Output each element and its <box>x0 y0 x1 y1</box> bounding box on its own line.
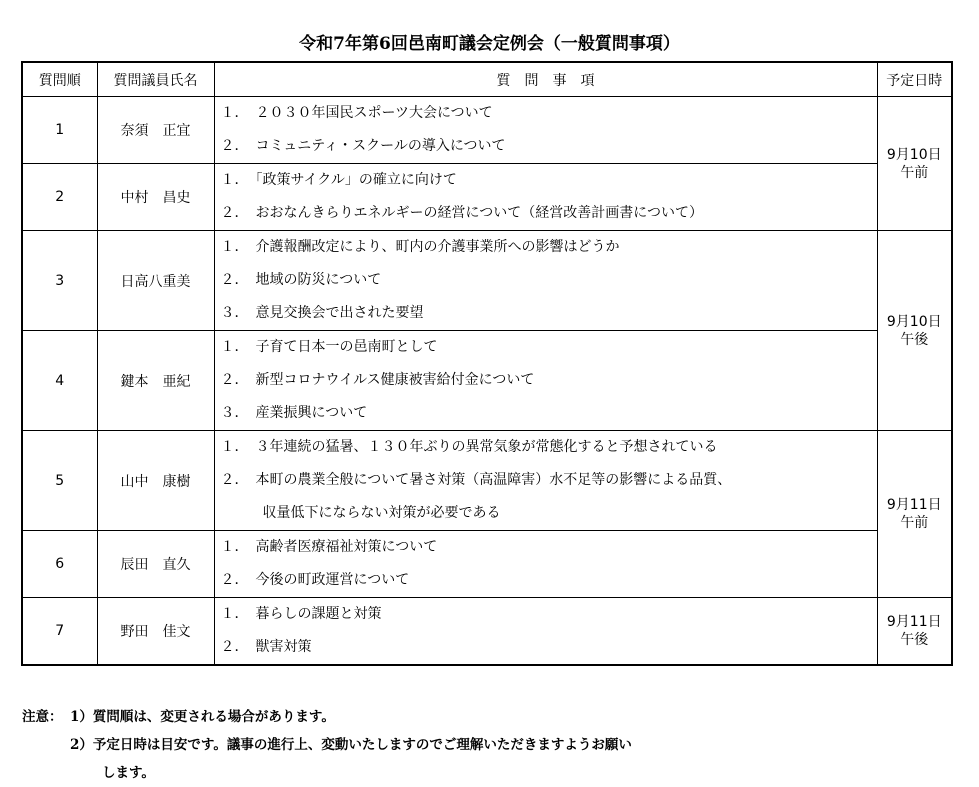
notes-section <box>22 703 962 787</box>
topics-cell <box>214 531 877 598</box>
order-cell: 7 <box>22 598 97 666</box>
order-cell: 4 <box>22 331 97 431</box>
document-title: 令和7年第6回邑南町議会定例会（一般質問事項） <box>299 34 680 54</box>
table-row <box>22 97 952 164</box>
date-period: 午前 <box>900 515 929 531</box>
topic-item: １． 子育て日本一の邑南町として <box>220 339 438 355</box>
table-row <box>22 164 952 231</box>
table-header-row <box>22 62 952 97</box>
schedule-date-cell <box>877 231 952 431</box>
note-continuation: します。 <box>102 765 155 781</box>
topic-item: ２． おおなんきらりエネルギーの経営について（経営改善計画書について） <box>220 205 703 221</box>
topic-item: １． 高齢者医療福祉対策について <box>220 539 438 555</box>
topics-cell <box>214 598 877 666</box>
member-name-cell <box>97 431 214 531</box>
member-name: 奈須 正宜 <box>120 123 191 139</box>
topic-item: ２． 地域の防災について <box>220 272 382 288</box>
table-row <box>22 531 952 598</box>
table-row <box>22 231 952 331</box>
date-period: 午後 <box>900 632 929 648</box>
order-cell: 5 <box>22 431 97 531</box>
topic-item: ３． 産業振興について <box>220 405 368 421</box>
member-name-cell <box>97 331 214 431</box>
note-text: 予定日時は目安です。議事の進行上、変動いたしますのでご理解いただきますようお願い <box>92 737 632 753</box>
member-name: 中村 昌史 <box>120 190 191 206</box>
topic-item: ２． 今後の町政運営について <box>220 572 410 588</box>
order-cell: 6 <box>22 531 97 598</box>
member-name-cell <box>97 598 214 666</box>
header-order: 質問順 <box>22 62 97 97</box>
date-period: 午前 <box>900 164 929 181</box>
table-row <box>22 431 952 531</box>
table-row <box>22 331 952 431</box>
header-date: 予定日時 <box>877 62 952 97</box>
topic-item: ２． コミュニティ・スクールの導入について <box>220 138 506 154</box>
note-item <box>22 731 962 759</box>
topic-item: １． ２０３０年国民スポーツ大会について <box>220 105 493 121</box>
member-name-cell <box>97 231 214 331</box>
order-cell: 3 <box>22 231 97 331</box>
member-name-cell <box>97 97 214 164</box>
note-number: 1） <box>70 709 93 725</box>
question-schedule-table <box>21 61 953 666</box>
topics-cell <box>214 164 877 231</box>
date-period: 午後 <box>900 331 929 348</box>
topics-cell <box>214 331 877 431</box>
member-name: 山中 康樹 <box>120 473 191 490</box>
date-day: 9月11日 <box>886 614 942 630</box>
table-row <box>22 598 952 666</box>
member-name: 野田 佳文 <box>120 624 191 640</box>
schedule-date-cell <box>877 97 952 231</box>
member-name: 鍵本 亜紀 <box>120 373 191 390</box>
schedule-date-cell <box>877 598 952 666</box>
note-number: 2） <box>70 737 93 753</box>
date-day: 9月10日 <box>886 313 942 330</box>
note-text: 質問順は、変更される場合があります。 <box>92 709 335 725</box>
topic-item: 収量低下にならない対策が必要である <box>220 505 501 521</box>
member-name: 辰田 直久 <box>120 557 191 573</box>
member-name-cell <box>97 531 214 598</box>
schedule-date-cell <box>877 431 952 598</box>
topic-item: １． 暮らしの課題と対策 <box>220 606 382 622</box>
order-cell: 1 <box>22 97 97 164</box>
topics-cell <box>214 97 877 164</box>
topic-item: １． 「政策サイクル」の確立に向けて <box>220 172 457 188</box>
topic-item: １． 介護報酬改定により、町内の介護事業所への影響はどうか <box>220 239 620 255</box>
topic-item: ２． 獣害対策 <box>220 639 312 655</box>
topic-item: １． ３年連続の猛暑、１３０年ぶりの異常気象が常態化すると予想されている <box>220 439 718 455</box>
order-cell: 2 <box>22 164 97 231</box>
date-day: 9月10日 <box>886 146 942 163</box>
topics-cell <box>214 431 877 531</box>
topic-item: ２． 本町の農業全般について暑さ対策（高温障害）水不足等の影響による品質、 <box>220 472 732 488</box>
topics-cell <box>214 231 877 331</box>
note-item <box>22 703 962 731</box>
member-name-cell <box>97 164 214 231</box>
topic-item: ２． 新型コロナウイルス健康被害給付金について <box>220 372 535 388</box>
notes-label: 注意： <box>22 709 63 725</box>
date-day: 9月11日 <box>886 497 942 513</box>
header-member: 質問議員氏名 <box>97 62 214 97</box>
member-name: 日高八重美 <box>120 273 191 290</box>
topic-item: ３． 意見交換会で出された要望 <box>220 305 424 321</box>
header-topics: 質 問 事 項 <box>214 62 877 97</box>
